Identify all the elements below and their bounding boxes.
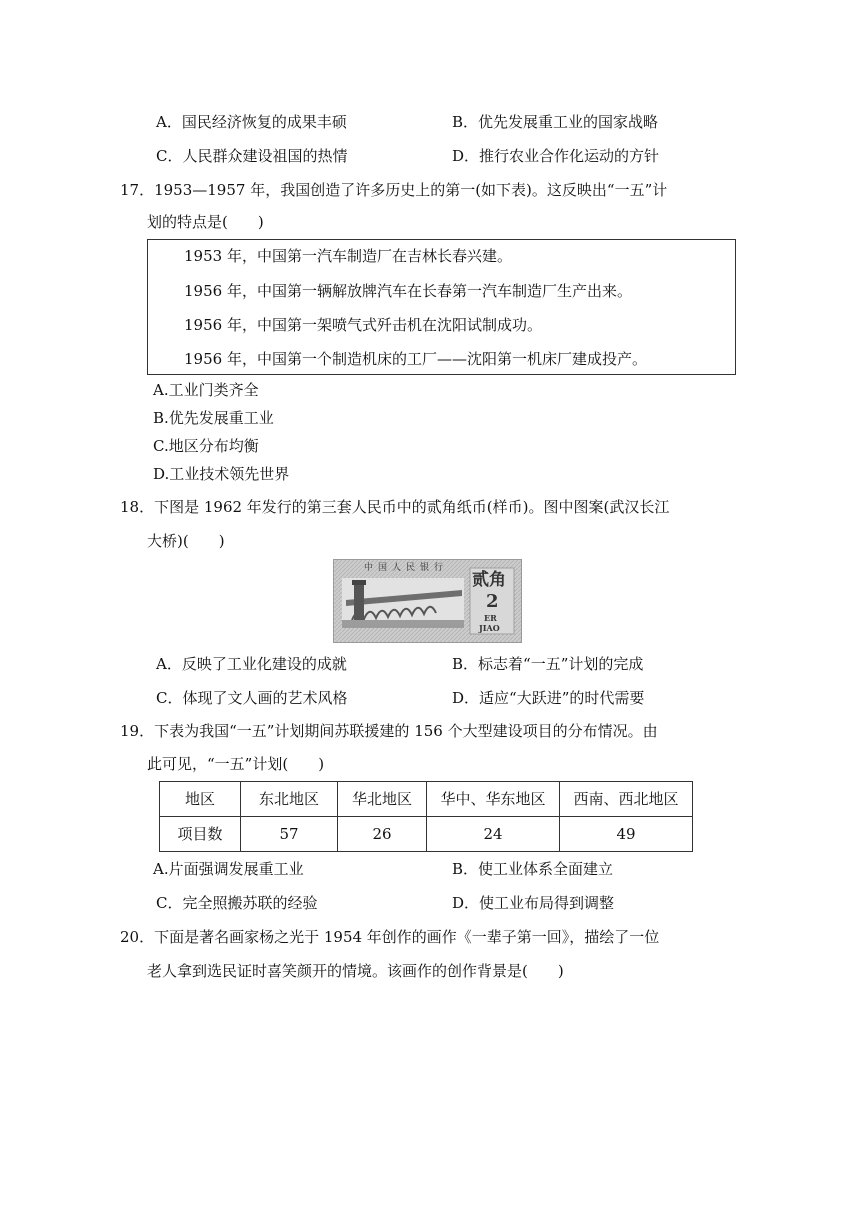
banknote-image <box>333 559 522 643</box>
q17-option-b[interactable]: B.优先发展重工业 <box>153 409 274 427</box>
q18-option-a[interactable]: A．反映了工业化建设的成就 <box>156 655 347 673</box>
q19-option-b[interactable]: B．使工业体系全面建立 <box>452 860 614 878</box>
q18-option-c[interactable]: C．体现了文人画的艺术风格 <box>156 689 348 707</box>
banknote-denomination: 贰角 <box>472 570 506 590</box>
q19-stem-line1: 19．下表为我国“一五”计划期间苏联援建的 156 个大型建设项目的分布情况。由 <box>120 722 658 740</box>
q20-stem-line1: 20．下面是著名画家杨之光于 1954 年创作的画作《一辈子第一回》，描绘了一位 <box>120 928 660 946</box>
q19-option-d[interactable]: D．使工业布局得到调整 <box>452 894 615 912</box>
table-row <box>160 817 693 852</box>
table-header-cell: 地区 <box>160 782 241 817</box>
q17-stem-line2: 划的特点是( ) <box>147 213 264 231</box>
table-cell: 49 <box>560 817 693 852</box>
table-header-cell: 华北地区 <box>338 782 427 817</box>
q17-box-line-1: 1953 年，中国第一汽车制造厂在吉林长春兴建。 <box>184 247 512 265</box>
table-cell: 24 <box>427 817 560 852</box>
q19-option-a[interactable]: A.片面强调发展重工业 <box>153 860 304 878</box>
table-header-cell: 华中、华东地区 <box>427 782 560 817</box>
q17-stem-line1: 17．1953—1957 年，我国创造了许多历史上的第一(如下表)。这反映出“一五”计 <box>120 181 668 199</box>
table-cell: 项目数 <box>160 817 241 852</box>
q17-box-line-4: 1956 年，中国第一个制造机床的工厂——沈阳第一机床厂建成投产。 <box>184 350 647 368</box>
q17-box-line-3: 1956 年，中国第一架喷气式歼击机在沈阳试制成功。 <box>184 316 542 334</box>
table-cell: 26 <box>338 817 427 852</box>
q19-stem-line2: 此可见，“一五”计划( ) <box>147 755 325 773</box>
table-header-cell: 东北地区 <box>241 782 338 817</box>
q17-option-c[interactable]: C.地区分布均衡 <box>153 437 259 455</box>
q16-option-a[interactable]: A．国民经济恢复的成果丰硕 <box>156 113 347 131</box>
q18-stem-line2: 大桥)( ) <box>147 532 225 550</box>
q19-project-table <box>159 781 693 852</box>
q17-option-a[interactable]: A.工业门类齐全 <box>153 381 259 399</box>
q17-option-d[interactable]: D.工业技术领先世界 <box>153 465 290 483</box>
table-cell: 57 <box>241 817 338 852</box>
q18-option-d[interactable]: D．适应“大跃进”的时代需要 <box>452 689 645 707</box>
q16-option-d[interactable]: D．推行农业合作化运动的方针 <box>452 147 660 165</box>
q17-box-line-2: 1956 年，中国第一辆解放牌汽车在长春第一汽车制造厂生产出来。 <box>184 282 632 300</box>
q19-option-c[interactable]: C．完全照搬苏联的经验 <box>156 894 318 912</box>
banknote-number: 2 <box>486 591 499 612</box>
q16-option-c[interactable]: C．人民群众建设祖国的热情 <box>156 147 348 165</box>
table-header-cell: 西南、西北地区 <box>560 782 693 817</box>
banknote-header-text: 中国人民银行 <box>364 563 449 573</box>
q17-source-box <box>147 239 736 375</box>
banknote-pinyin-jiao: JIAO <box>479 623 500 633</box>
q20-stem-line2: 老人拿到选民证时喜笑颜开的情境。该画作的创作背景是( ) <box>147 962 564 980</box>
q18-option-b[interactable]: B．标志着“一五”计划的完成 <box>452 655 644 673</box>
q16-option-b[interactable]: B．优先发展重工业的国家战略 <box>452 113 659 131</box>
banknote-pinyin-er: ER <box>484 613 497 623</box>
table-header-row <box>160 782 693 817</box>
q18-stem-line1: 18．下图是 1962 年发行的第三套人民币中的贰角纸币(样币)。图中图案(武汉长江 <box>120 498 670 516</box>
